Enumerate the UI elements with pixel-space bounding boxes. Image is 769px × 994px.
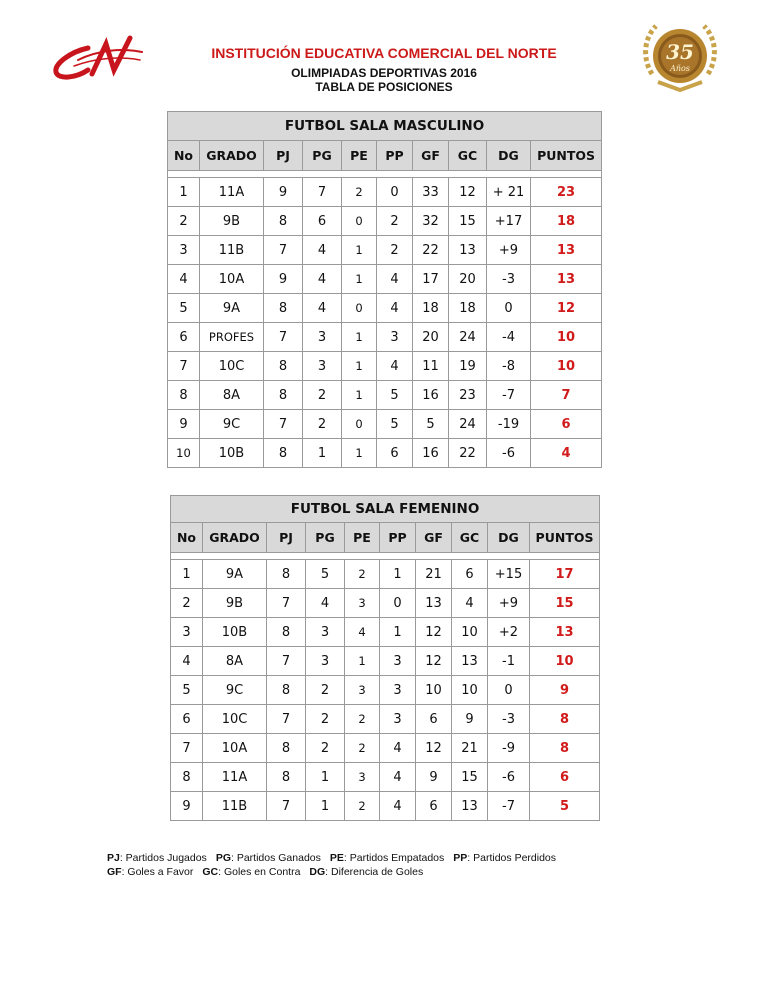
cell-no: 5: [168, 294, 200, 323]
cell-pj: 8: [267, 618, 306, 647]
header-row: [171, 523, 600, 553]
cell-pj: 8: [264, 207, 303, 236]
cell-puntos: 6: [530, 763, 600, 792]
cell-puntos: 17: [530, 560, 600, 589]
cell-gc: 22: [449, 439, 487, 468]
table-row: [171, 647, 600, 676]
column-header: PE: [345, 523, 380, 553]
cell-no: 9: [171, 792, 203, 821]
cell-pg: 2: [306, 676, 345, 705]
column-header: GRADO: [200, 141, 264, 171]
table-row: [171, 676, 600, 705]
cell-pp: 3: [380, 705, 416, 734]
cell-dg: -3: [488, 705, 530, 734]
column-header: PG: [306, 523, 345, 553]
table-row: [168, 352, 602, 381]
cell-pj: 8: [267, 676, 306, 705]
column-header: No: [168, 141, 200, 171]
cell-no: 1: [168, 178, 200, 207]
table-row: [171, 734, 600, 763]
cell-gf: 21: [416, 560, 452, 589]
cell-pp: 2: [377, 236, 413, 265]
table-row: [171, 560, 600, 589]
cell-pp: 3: [380, 647, 416, 676]
cell-puntos: 6: [531, 410, 602, 439]
cell-pp: 4: [380, 734, 416, 763]
badge-word: Años: [670, 64, 690, 73]
cell-pg: 2: [306, 705, 345, 734]
cell-puntos: 15: [530, 589, 600, 618]
cell-gf: 10: [416, 676, 452, 705]
cell-dg: -7: [488, 792, 530, 821]
column-header: GC: [452, 523, 488, 553]
cell-grado: 9C: [200, 410, 264, 439]
legend-line-1: [107, 852, 565, 864]
cell-gc: 24: [449, 410, 487, 439]
cell-pj: 8: [264, 439, 303, 468]
cell-pe: 0: [342, 410, 377, 439]
cell-grado: 9B: [200, 207, 264, 236]
cell-pg: 4: [303, 294, 342, 323]
cell-gf: 32: [413, 207, 449, 236]
table-row: [168, 439, 602, 468]
cell-no: 1: [171, 560, 203, 589]
cell-gf: 5: [413, 410, 449, 439]
cell-pe: 4: [345, 618, 380, 647]
cell-pg: 1: [303, 439, 342, 468]
cell-gc: 10: [452, 676, 488, 705]
cell-puntos: 10: [531, 323, 602, 352]
cell-dg: -7: [487, 381, 531, 410]
legend-item: [453, 852, 556, 864]
institution-title: INSTITUCIÓN EDUCATIVA COMERCIAL DEL NORTE: [211, 45, 557, 61]
cell-no: 6: [171, 705, 203, 734]
cell-puntos: 13: [530, 618, 600, 647]
standings-table-femenino: [170, 495, 600, 821]
cell-grado: 10B: [200, 439, 264, 468]
cell-gc: 13: [452, 792, 488, 821]
table-row: [171, 705, 600, 734]
cell-pj: 9: [264, 178, 303, 207]
cell-grado: 11B: [200, 236, 264, 265]
cell-gc: 20: [449, 265, 487, 294]
cell-grado: 10C: [200, 352, 264, 381]
cell-pg: 3: [306, 647, 345, 676]
cell-gc: 13: [449, 236, 487, 265]
legend-abbr: GC: [202, 866, 219, 878]
cell-gc: 15: [452, 763, 488, 792]
cell-gf: 20: [413, 323, 449, 352]
cell-gc: 10: [452, 618, 488, 647]
cell-gc: 12: [449, 178, 487, 207]
cell-pg: 3: [306, 618, 345, 647]
cell-puntos: 5: [530, 792, 600, 821]
cell-no: 4: [171, 647, 203, 676]
legend-text: : Partidos Jugados: [119, 852, 207, 864]
cell-pe: 1: [342, 236, 377, 265]
cell-no: 7: [171, 734, 203, 763]
column-header: PE: [342, 141, 377, 171]
column-header: PUNTOS: [531, 141, 602, 171]
cell-gc: 19: [449, 352, 487, 381]
cell-grado: 9A: [200, 294, 264, 323]
cell-pj: 8: [264, 352, 303, 381]
cell-gf: 11: [413, 352, 449, 381]
cell-no: 8: [168, 381, 200, 410]
legend-text: : Goles en Contra: [218, 866, 301, 878]
cell-puntos: 10: [531, 352, 602, 381]
cell-gc: 24: [449, 323, 487, 352]
cell-no: 2: [171, 589, 203, 618]
cell-gf: 18: [413, 294, 449, 323]
cell-dg: -9: [488, 734, 530, 763]
cell-no: 8: [171, 763, 203, 792]
column-header: DG: [488, 523, 530, 553]
cell-pp: 3: [380, 676, 416, 705]
cell-dg: 0: [487, 294, 531, 323]
cell-gf: 6: [416, 705, 452, 734]
cell-gf: 22: [413, 236, 449, 265]
column-header: PP: [377, 141, 413, 171]
badge-number: 35: [666, 40, 694, 64]
cell-gf: 12: [416, 618, 452, 647]
cell-puntos: 4: [531, 439, 602, 468]
table-row: [168, 294, 602, 323]
table-row: [168, 236, 602, 265]
cell-puntos: 18: [531, 207, 602, 236]
cell-pp: 4: [380, 763, 416, 792]
cell-pe: 3: [345, 589, 380, 618]
cell-dg: +2: [488, 618, 530, 647]
cell-pe: 1: [342, 439, 377, 468]
legend-text: : Partidos Perdidos: [467, 852, 557, 864]
cell-dg: -1: [488, 647, 530, 676]
table-title: FUTBOL SALA FEMENINO: [171, 496, 600, 523]
column-header: PJ: [264, 141, 303, 171]
cell-puntos: 12: [531, 294, 602, 323]
cell-pg: 6: [303, 207, 342, 236]
cell-grado: 11A: [203, 763, 267, 792]
legend-item: [216, 852, 321, 864]
cell-grado: 10C: [203, 705, 267, 734]
legend-abbr: PG: [215, 852, 231, 864]
cell-pg: 5: [306, 560, 345, 589]
cell-pj: 8: [264, 294, 303, 323]
cell-gf: 12: [416, 734, 452, 763]
cell-pe: 1: [342, 381, 377, 410]
cell-puntos: 13: [531, 265, 602, 294]
cell-pg: 1: [306, 792, 345, 821]
cell-pj: 7: [264, 323, 303, 352]
cell-pp: 0: [377, 178, 413, 207]
cell-pe: 0: [342, 207, 377, 236]
cell-dg: -3: [487, 265, 531, 294]
cell-grado: 10A: [200, 265, 264, 294]
column-header: DG: [487, 141, 531, 171]
legend-text: : Goles a Favor: [121, 866, 194, 878]
cell-puntos: 7: [531, 381, 602, 410]
cell-puntos: 10: [530, 647, 600, 676]
cell-gf: 13: [416, 589, 452, 618]
cell-dg: -6: [488, 763, 530, 792]
cell-gf: 12: [416, 647, 452, 676]
cell-dg: 0: [488, 676, 530, 705]
legend-abbr: PJ: [107, 852, 120, 864]
cell-pj: 8: [267, 763, 306, 792]
rows-body: [171, 560, 600, 821]
cell-pp: 4: [377, 352, 413, 381]
cell-dg: +9: [487, 236, 531, 265]
standings-table-masculino: [167, 111, 602, 468]
cell-pj: 7: [267, 589, 306, 618]
legend-abbr: PP: [453, 852, 468, 864]
table-row: [168, 265, 602, 294]
table-row: [171, 792, 600, 821]
table-row: [171, 763, 600, 792]
cell-dg: +15: [488, 560, 530, 589]
cell-pg: 4: [306, 589, 345, 618]
column-header: PUNTOS: [530, 523, 600, 553]
cell-pp: 1: [380, 560, 416, 589]
column-header: GC: [449, 141, 487, 171]
cell-pg: 4: [303, 236, 342, 265]
cell-no: 5: [171, 676, 203, 705]
table-row: [168, 207, 602, 236]
cell-grado: 11A: [200, 178, 264, 207]
cell-grado: 8A: [203, 647, 267, 676]
cell-gf: 33: [413, 178, 449, 207]
cell-grado: 10A: [203, 734, 267, 763]
legend-abbr: PE: [329, 852, 344, 864]
table-row: [168, 323, 602, 352]
cell-pg: 2: [303, 410, 342, 439]
cell-gf: 17: [413, 265, 449, 294]
table-row: [168, 381, 602, 410]
cell-pe: 2: [345, 705, 380, 734]
cell-pp: 5: [377, 381, 413, 410]
cell-pj: 7: [267, 792, 306, 821]
cell-pg: 4: [303, 265, 342, 294]
cell-gc: 18: [449, 294, 487, 323]
cell-puntos: 23: [531, 178, 602, 207]
cell-pj: 7: [267, 705, 306, 734]
cell-pe: 2: [345, 560, 380, 589]
table-title: FUTBOL SALA MASCULINO: [168, 112, 602, 141]
cdn-logo-icon: [48, 30, 148, 88]
cell-pj: 7: [264, 410, 303, 439]
legend-item: [107, 852, 207, 864]
header-row: [168, 141, 602, 171]
cell-puntos: 8: [530, 705, 600, 734]
legend-text: : Diferencia de Goles: [325, 866, 424, 878]
cell-gf: 6: [416, 792, 452, 821]
column-header: PG: [303, 141, 342, 171]
cell-pp: 2: [377, 207, 413, 236]
cell-grado: 10B: [203, 618, 267, 647]
cell-gc: 21: [452, 734, 488, 763]
cell-puntos: 13: [531, 236, 602, 265]
legend-abbr: GF: [107, 866, 122, 878]
cell-pe: 2: [345, 734, 380, 763]
legend-item: [330, 852, 444, 864]
rows-body: [168, 178, 602, 468]
cell-dg: +9: [488, 589, 530, 618]
legend-item: [107, 866, 193, 878]
column-header: GRADO: [203, 523, 267, 553]
cell-dg: -6: [487, 439, 531, 468]
cell-gf: 9: [416, 763, 452, 792]
cell-pe: 2: [342, 178, 377, 207]
cell-pg: 1: [306, 763, 345, 792]
cell-grado: 9C: [203, 676, 267, 705]
cell-pp: 5: [377, 410, 413, 439]
table-row: [171, 589, 600, 618]
cell-pe: 0: [342, 294, 377, 323]
event-title: OLIMPIADAS DEPORTIVAS 2016: [291, 66, 477, 80]
cell-pe: 3: [345, 676, 380, 705]
cell-gf: 16: [413, 439, 449, 468]
cell-no: 6: [168, 323, 200, 352]
cell-gc: 4: [452, 589, 488, 618]
column-header: GF: [416, 523, 452, 553]
cell-pg: 7: [303, 178, 342, 207]
cell-dg: +17: [487, 207, 531, 236]
cell-no: 9: [168, 410, 200, 439]
cell-grado: 9B: [203, 589, 267, 618]
table-row: [168, 178, 602, 207]
cell-no: 2: [168, 207, 200, 236]
cell-dg: -8: [487, 352, 531, 381]
cell-pj: 7: [264, 236, 303, 265]
cell-dg: + 21: [487, 178, 531, 207]
cell-pj: 7: [267, 647, 306, 676]
legend-item: [202, 866, 300, 878]
cell-gc: 13: [452, 647, 488, 676]
cell-no: 3: [168, 236, 200, 265]
cell-grado: PROFES: [200, 323, 264, 352]
legend-line-2: [107, 866, 432, 878]
cell-pe: 2: [345, 792, 380, 821]
legend-text: : Partidos Ganados: [230, 852, 321, 864]
cell-pe: 3: [345, 763, 380, 792]
cell-pp: 4: [377, 294, 413, 323]
cell-gc: 6: [452, 560, 488, 589]
table-row: [168, 410, 602, 439]
table-row: [171, 618, 600, 647]
cell-gc: 9: [452, 705, 488, 734]
column-header: PP: [380, 523, 416, 553]
legend-item: [309, 866, 423, 878]
cell-dg: -4: [487, 323, 531, 352]
cell-pj: 8: [267, 560, 306, 589]
cell-pp: 3: [377, 323, 413, 352]
cell-puntos: 9: [530, 676, 600, 705]
table-subtitle: TABLA DE POSICIONES: [315, 80, 453, 94]
cell-pj: 8: [264, 381, 303, 410]
cell-pe: 1: [342, 352, 377, 381]
column-header: GF: [413, 141, 449, 171]
cell-gc: 15: [449, 207, 487, 236]
cell-pp: 4: [380, 792, 416, 821]
cell-pe: 1: [345, 647, 380, 676]
cell-pp: 6: [377, 439, 413, 468]
cell-pp: 1: [380, 618, 416, 647]
legend-abbr: DG: [309, 866, 326, 878]
cell-puntos: 8: [530, 734, 600, 763]
cell-pp: 4: [377, 265, 413, 294]
cell-pp: 0: [380, 589, 416, 618]
cell-pj: 8: [267, 734, 306, 763]
cell-no: 7: [168, 352, 200, 381]
column-header: No: [171, 523, 203, 553]
cell-no: 10: [168, 439, 200, 468]
cell-gc: 23: [449, 381, 487, 410]
cell-gf: 16: [413, 381, 449, 410]
cell-grado: 9A: [203, 560, 267, 589]
cell-pg: 3: [303, 352, 342, 381]
cell-dg: -19: [487, 410, 531, 439]
column-header: PJ: [267, 523, 306, 553]
cell-pj: 9: [264, 265, 303, 294]
cell-no: 3: [171, 618, 203, 647]
cell-no: 4: [168, 265, 200, 294]
cell-grado: 8A: [200, 381, 264, 410]
cell-grado: 11B: [203, 792, 267, 821]
cell-pg: 2: [306, 734, 345, 763]
cell-pg: 3: [303, 323, 342, 352]
cell-pe: 1: [342, 265, 377, 294]
legend-text: : Partidos Empatados: [343, 852, 445, 864]
cell-pe: 1: [342, 323, 377, 352]
cell-pg: 2: [303, 381, 342, 410]
